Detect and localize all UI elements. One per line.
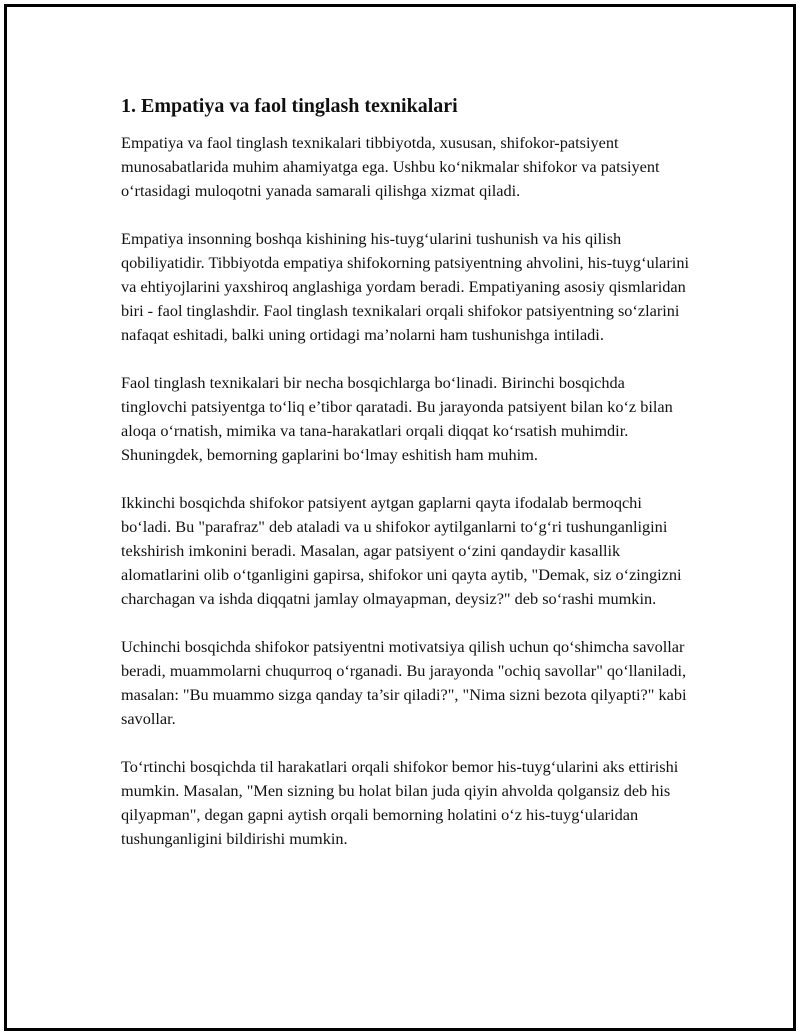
paragraph-5: Uchinchi bosqichda shifokor patsiyentni motivatsiya qilish uchun qo‘shimcha savollar beradi, muammolarni chuqurroq o‘rganadi. Bu jarayonda "ochiq savollar" qo‘llaniladi, masalan: "Bu muammo sizga qanday ta’sir qiladi?", "Nima sizni bezota qilyapti?" kabi savollar. xyxy=(121,637,687,728)
section-heading: 1. Empatiya va faol tinglash texnikalari xyxy=(121,95,458,117)
paragraph-1: Empatiya va faol tinglash texnikalari tibbiyotda, xususan, shifokor-patsiyent munosabatlarida muhim ahamiyatga ega. Ushbu ko‘nikmalar shifokor va patsiyent o‘rtasidagi muloqotni yanada samarali qilishga xizmat qiladi. xyxy=(121,133,660,200)
paragraph-2: Empatiya insonning boshqa kishining his-tuyg‘ularini tushunish va his qilish qobiliyatidir. Tibbiyotda empatiya shifokorning patsiyentning ahvolini, his-tuyg‘ularini va ehtiyojlarini yaxshiroq anglashiga yordam beradi. Empatiyaning asosiy qismlaridan biri - faol tinglashdir. Faol tinglash texnikalari orqali shifokor patsiyentning so‘zlarini nafaqat eshitadi, balki uning ortidagi ma’nolarni ham tushunishga intiladi. xyxy=(121,229,689,344)
document-content xyxy=(121,93,691,875)
paragraph-3: Faol tinglash texnikalari bir necha bosqichlarga bo‘linadi. Birinchi bosqichda tinglovchi patsiyentga to‘liq e’tibor qaratadi. Bu jarayonda patsiyent bilan ko‘z bilan aloqa o‘rnatish, mimika va tana-harakatlari orqali diqqat ko‘rsatish muhimdir. Shuningdek, bemorning gaplarini bo‘lmay eshitish ham muhim. xyxy=(121,373,673,464)
paragraph-4: Ikkinchi bosqichda shifokor patsiyent aytgan gaplarni qayta ifodalab bermoqchi bo‘ladi. Bu "parafraz" deb ataladi va u shifokor aytilganlarni to‘g‘ri tushunganligini tekshirish imkonini beradi. Masalan, agar patsiyent o‘zini qandaydir kasallik alomatlarini olib o‘tganligini gapirsa, shifokor uni qayta aytib, "Demak, siz o‘zingizni charchagan va ishda diqqatni jamlay olmayapman, deysiz?" deb so‘rashi mumkin. xyxy=(121,493,682,608)
paragraph-6: To‘rtinchi bosqichda til harakatlari orqali shifokor bemor his-tuyg‘ularini aks ettirishi mumkin. Masalan, "Men sizning bu holat bilan juda qiyin ahvolda qolgansiz deb his qilyapman", degan gapni aytish orqali bemorning holatini o‘z his-tuyg‘ularidan tushunganligini bildirishi mumkin. xyxy=(121,757,679,848)
document-page xyxy=(4,4,796,1031)
